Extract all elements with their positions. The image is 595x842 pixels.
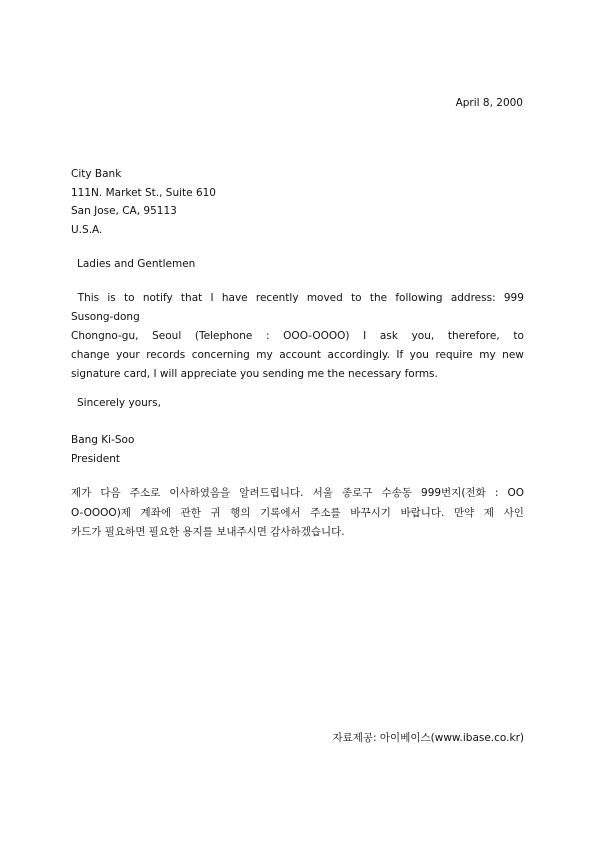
korean-word: 관한 [180,506,201,519]
body-word: to [124,292,135,304]
body-word: account [279,349,322,361]
body-word: I [363,330,367,342]
body-word: If [396,349,404,361]
recipient-country: U.S.A. [71,224,103,237]
recipient-name: City Bank [71,168,122,180]
body-word: I [210,292,214,304]
korean-word: 제 [483,506,495,519]
letter-body [71,289,524,384]
recipient-address [71,165,216,240]
body-word: signature card, I will appreciate you sending me the necessary forms. [71,368,438,380]
salutation: Ladies and Gentlemen [77,258,196,270]
body-line [71,346,524,365]
body-word: to [351,292,362,304]
body-word: concerning [191,349,250,361]
source-note: 자료제공: 아이베이스(www.ibase.co.kr) [332,732,524,744]
body-word: the [369,292,388,304]
korean-word: 바꾸시기 [350,506,391,519]
korean-word: 999번지(전화 [421,487,486,499]
closing: Sincerely yours, [77,397,161,409]
korean-word: 카드가 필요하면 필요한 용지를 보내주시면 감사하겠습니다. [71,526,345,538]
body-word: my [479,349,496,361]
body-word: your [116,349,140,361]
korean-word: : [494,487,499,499]
body-word: Seoul [152,330,182,342]
body-word: is [107,292,116,304]
body-word: : [265,330,270,342]
body-word: (Telephone [194,330,253,342]
body-word: to [513,330,524,342]
body-word: new [502,349,524,361]
korean-word: 만약 [453,506,475,519]
recipient-street: 111N. Market St., Suite 610 [71,186,216,199]
body-word: have [221,292,248,304]
body-line [71,289,524,308]
body-word: Chongno-gu, [71,330,139,342]
korean-translation [71,484,524,543]
body-line [71,308,524,327]
body-word: change [71,349,110,361]
korean-word: 다음 [100,487,121,499]
recipient-city: San Jose, CA, 95113 [71,205,177,218]
korean-word: O-OOOO)제 [71,506,131,519]
korean-word: 귀 [210,506,221,519]
korean-word: 사인 [503,506,524,519]
body-word: recently [255,292,299,304]
body-word: you, [411,330,435,342]
korean-word: 주소로 [129,487,161,499]
body-word: require [435,349,473,361]
signer-title: President [71,453,120,465]
korean-word: 수송동 [381,487,412,499]
body-word: records [146,349,186,361]
body-word: OOO-OOOO) [283,330,350,342]
body-word: my [256,349,273,361]
body-word: accordingly. [327,349,390,361]
signer-name: Bang Ki-Soo [71,434,135,446]
letter-date: April 8, 2000 [455,97,523,109]
body-line [71,365,524,384]
korean-line [71,523,524,543]
body-word: following [395,292,443,304]
korean-word: 행의 [230,506,251,519]
body-word: therefore, [447,330,500,342]
korean-word: 알려드립니다. [239,487,304,499]
body-word: you [409,349,429,361]
body-word: This [71,292,100,304]
korean-word: OO [507,487,524,499]
korean-word: 바랍니다. [400,506,445,519]
body-word: notify [142,292,173,304]
body-word: address: [450,292,496,304]
body-word: that [180,292,203,304]
body-line [71,327,524,346]
korean-word: 종로구 [341,487,373,499]
body-word: Susong-dong [71,311,140,323]
korean-line [71,484,524,504]
korean-word: 이사하였음을 [169,487,231,499]
signature-block [71,431,134,469]
korean-word: 서울 [312,487,333,499]
korean-word: 기록에서 [260,506,301,519]
korean-line [71,504,524,524]
body-word: ask [379,330,398,342]
korean-word: 제가 [71,487,92,499]
body-word: 999 [503,292,524,304]
korean-word: 주소를 [310,506,341,519]
korean-word: 계좌에 [140,506,171,519]
body-word: moved [306,292,343,304]
